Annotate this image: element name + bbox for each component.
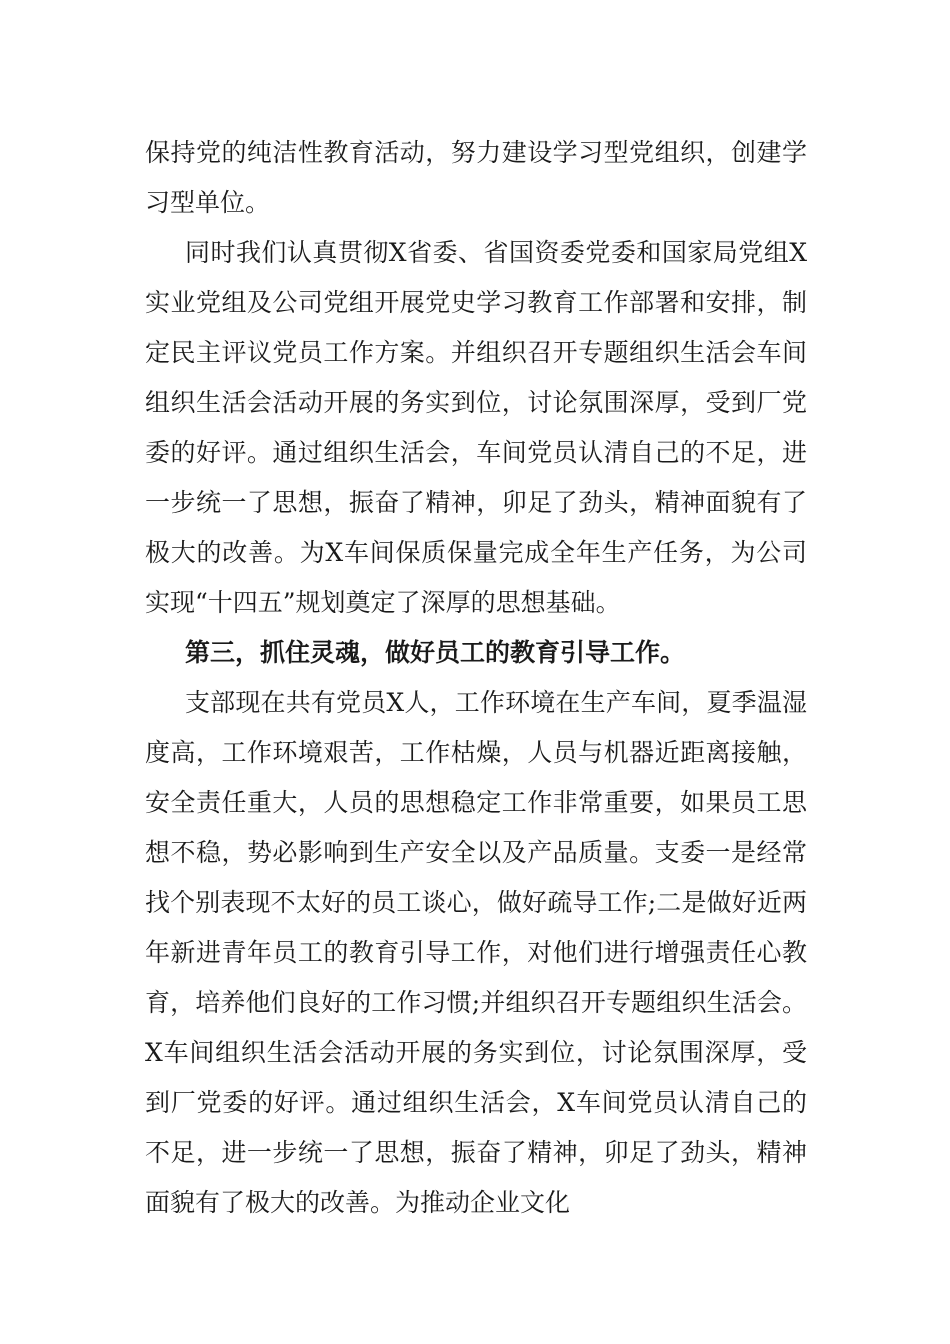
paragraph-body: 支部现在共有党员X人，工作环境在生产车间，夏季温湿度高，工作环境艰苦，工作枯燥，人员与机器近距离接触，安全责任重大，人员的思想稳定工作非常重要，如果员工思想不稳，势必影响到生产安全以及产品质量。支委一是经常找个别表现不太好的员工谈心，做好疏导工作;二是做好近两年新进青年员工的教育引导工作，对他们进行增强责任心教育，培养他们良好的工作习惯;并组织召开专题组织生活会。X车间组织生活会活动开展的务实到位，讨论氛围深厚，受到厂党委的好评。通过组织生活会，X车间党员认清自己的不足，进一步统一了思想，振奋了精神，卯足了劲头，精神面貌有了极大的改善。为推动企业文化 xyxy=(145,688,807,1217)
paragraph-body: 同时我们认真贯彻X省委、省国资委党委和国家局党组X实业党组及公司党组开展党史学习教育工作部署和安排，制定民主评议党员工作方案。并组织召开专题组织生活会车间组织生活会活动开展的务实到位，讨论氛围深厚，受到厂党委的好评。通过组织生活会，车间党员认清自己的不足，进一步统一了思想，振奋了精神，卯足了劲头，精神面貌有了极大的改善。为X车间保质保量完成全年生产任务，为公司实现“十四五”规划奠定了深厚的思想基础。 xyxy=(145,238,807,617)
document-body xyxy=(145,128,807,1228)
section-heading: 第三，抓住灵魂，做好员工的教育引导工作。 xyxy=(185,638,686,667)
paragraph-continuation: 保持党的纯洁性教育活动，努力建设学习型党组织，创建学习型单位。 xyxy=(145,138,807,217)
